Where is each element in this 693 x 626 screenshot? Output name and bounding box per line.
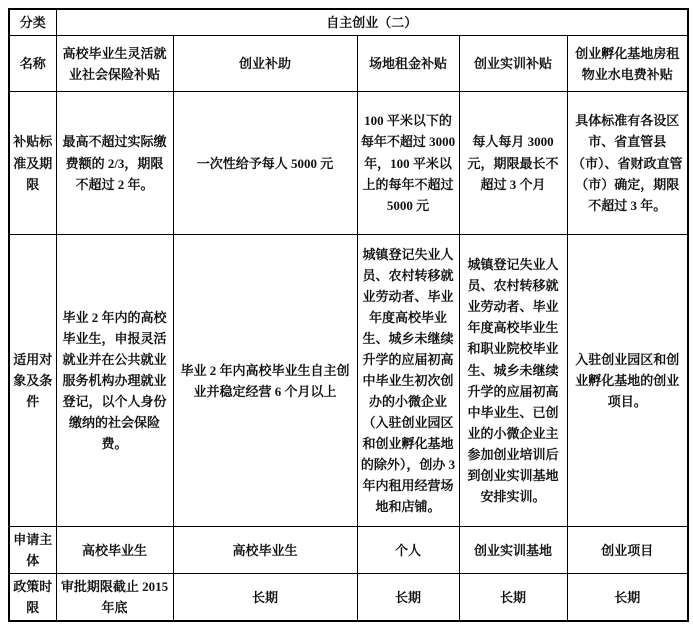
subsidy-policy-table <box>8 8 689 622</box>
policy-period-cell-5: 长期 <box>567 574 688 622</box>
name-cell-startup-training-subsidy: 创业实训补贴 <box>459 36 567 92</box>
standard-cell-2: 一次性给予每人 5000 元 <box>173 92 357 235</box>
name-row <box>9 36 688 92</box>
applicant-cell-5: 创业项目 <box>567 527 688 574</box>
category-row-value: 自主创业（二） <box>56 9 688 36</box>
name-cell-incubator-utilities-subsidy: 创业孵化基地房租物业水电费补贴 <box>567 36 688 92</box>
eligibility-cell-5: 入驻创业园区和创业孵化基地的创业项目。 <box>567 235 688 527</box>
name-cell-site-rent-subsidy: 场地租金补贴 <box>357 36 459 92</box>
name-cell-startup-grant: 创业补助 <box>173 36 357 92</box>
standard-cell-3: 100 平米以下的每年不超过 3000 年，100 平米以上的每年不超过 5000 元 <box>357 92 459 235</box>
policy-period-row <box>9 574 688 622</box>
standard-cell-4: 每人每月 3000 元，期限最长不超过 3 个月 <box>459 92 567 235</box>
category-row <box>9 9 688 36</box>
applicant-cell-1: 高校毕业生 <box>56 527 173 574</box>
policy-period-cell-4: 长期 <box>459 574 567 622</box>
eligibility-cell-2: 毕业 2 年内高校毕业生自主创业并稳定经营 6 个月以上 <box>173 235 357 527</box>
name-cell-flexible-employment-insurance: 高校毕业生灵活就业社会保险补贴 <box>56 36 173 92</box>
standard-cell-5: 具体标准有各设区市、省直管县（市）、省财政直管（市）确定，期限不超过 3 年。 <box>567 92 688 235</box>
policy-period-row-label: 政策时限 <box>9 574 56 622</box>
applicant-row-label: 申请主体 <box>9 527 56 574</box>
eligibility-row <box>9 235 688 527</box>
policy-period-cell-3: 长期 <box>357 574 459 622</box>
applicant-cell-2: 高校毕业生 <box>173 527 357 574</box>
name-row-label: 名称 <box>9 36 56 92</box>
eligibility-cell-4: 城镇登记失业人员、农村转移就业劳动者、毕业年度高校毕业生和职业院校毕业生、城乡未继续升学的应届初高中毕业生、已创业的小微企业主参加创业培训后到创业实训基地安排实训。 <box>459 235 567 527</box>
policy-period-cell-1: 审批期限截止 2015 年底 <box>56 574 173 622</box>
eligibility-row-label: 适用对象及条件 <box>9 235 56 527</box>
standard-cell-1: 最高不超过实际缴费额的 2/3，期限不超过 2 年。 <box>56 92 173 235</box>
category-row-label: 分类 <box>9 9 56 36</box>
eligibility-cell-1: 毕业 2 年内的高校毕业生，申报灵活就业并在公共就业服务机构办理就业登记，以个人身份缴纳的社会保险费。 <box>56 235 173 527</box>
subsidy-standard-row <box>9 92 688 235</box>
applicant-cell-4: 创业实训基地 <box>459 527 567 574</box>
subsidy-standard-row-label: 补贴标准及期限 <box>9 92 56 235</box>
policy-period-cell-2: 长期 <box>173 574 357 622</box>
eligibility-cell-3: 城镇登记失业人员、农村转移就业劳动者、毕业年度高校毕业生、城乡未继续升学的应届初高中毕业生初次创办的小微企业（入驻创业园区和创业孵化基地的除外），创办 3 年内租用经营场地和店铺。 <box>357 235 459 527</box>
applicant-row <box>9 527 688 574</box>
applicant-cell-3: 个人 <box>357 527 459 574</box>
